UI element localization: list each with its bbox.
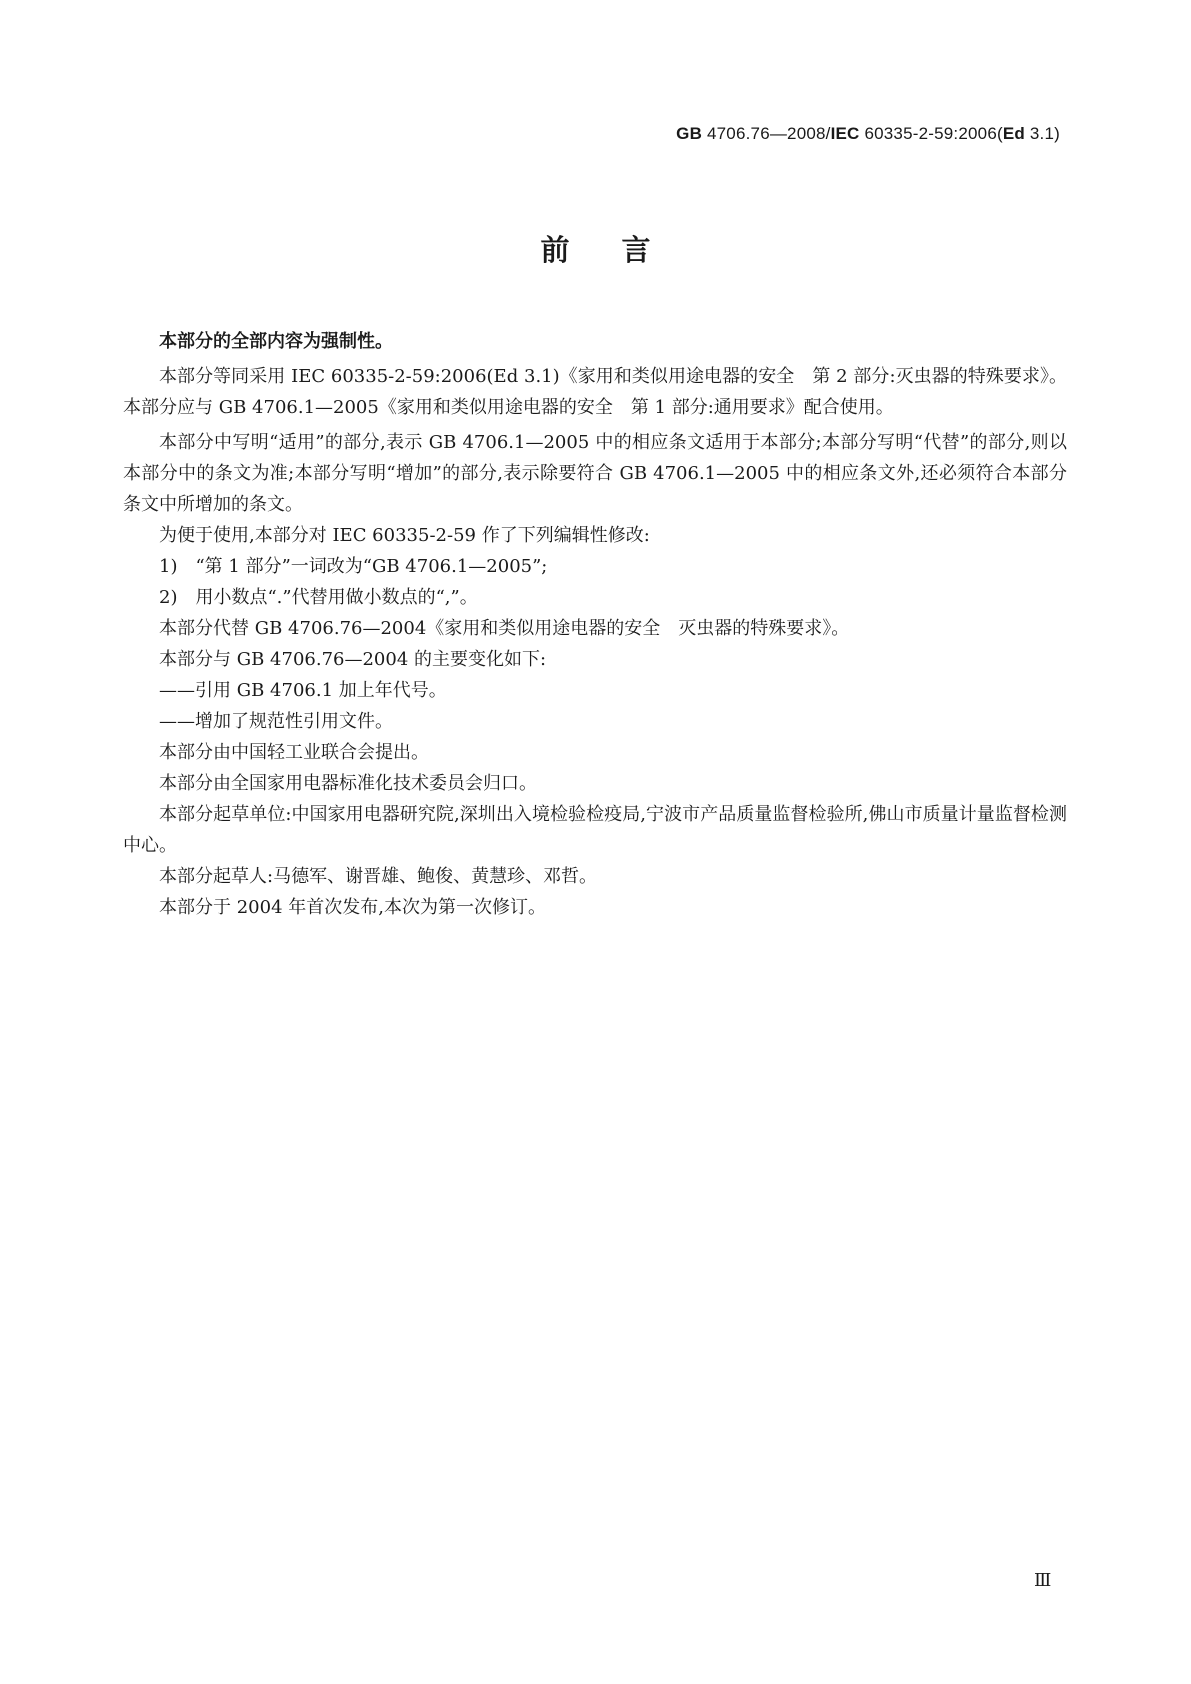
list-item: ——引用 GB 4706.1 加上年代号。 xyxy=(159,680,447,701)
document-code-part: GB xyxy=(676,124,703,143)
document-code-part: 4706.76—2008/ xyxy=(702,124,831,143)
paragraph-adoption: 本部分等同采用 IEC 60335-2-59:2006(Ed 3.1)《家用和类似用途电器的安全 第 2 部分:灭虫器的特殊要求》。本部分应与 GB 4706.1—2005《家用和类似用途电器的安全 第 1 部分:通用要求》配合使用。 xyxy=(123,366,1067,418)
document-code-part: 3.1) xyxy=(1024,124,1060,143)
foreword-body xyxy=(123,326,1067,923)
paragraph-centralized-by: 本部分由全国家用电器标准化技术委员会归口。 xyxy=(159,773,537,794)
list-item: ——增加了规范性引用文件。 xyxy=(159,711,393,732)
document-code xyxy=(676,124,1060,144)
paragraph-publication-history: 本部分于 2004 年首次发布,本次为第一次修订。 xyxy=(159,897,546,918)
mandatory-statement: 本部分的全部内容为强制性。 xyxy=(159,331,393,352)
list-item: 2) 用小数点“.”代替用做小数点的“,”。 xyxy=(159,587,478,608)
document-code-part: Ed xyxy=(1002,124,1025,143)
document-code-part: IEC xyxy=(830,124,860,143)
page-title: 前言 xyxy=(540,233,703,267)
paragraph-drafters: 本部分起草人:马德军、谢晋雄、鲍俊、黄慧珍、邓哲。 xyxy=(159,866,598,887)
paragraph-replaces: 本部分代替 GB 4706.76—2004《家用和类似用途电器的安全 灭虫器的特殊要求》。 xyxy=(159,618,850,639)
paragraph-main-changes: 本部分与 GB 4706.76—2004 的主要变化如下: xyxy=(159,649,547,670)
list-item: 1) “第 1 部分”一词改为“GB 4706.1—2005”; xyxy=(159,556,548,577)
paragraph-drafting-units: 本部分起草单位:中国家用电器研究院,深圳出入境检验检疫局,宁波市产品质量监督检验所,佛山市质量计量监督检测中心。 xyxy=(123,804,1067,856)
document-code-part: 60335-2-59:2006( xyxy=(859,124,1003,143)
paragraph-applicability: 本部分中写明“适用”的部分,表示 GB 4706.1—2005 中的相应条文适用于本部分;本部分写明“代替”的部分,则以本部分中的条文为准;本部分写明“增加”的部分,表示除要符合 GB 4706.1—2005 中的相应条文外,还必须符合本部分条文中所增加的条文。 xyxy=(123,432,1067,515)
paragraph-editorial-changes: 为便于使用,本部分对 IEC 60335-2-59 作了下列编辑性修改: xyxy=(159,525,650,546)
paragraph-proposed-by: 本部分由中国轻工业联合会提出。 xyxy=(159,742,429,763)
page-number: Ⅲ xyxy=(1034,1570,1052,1591)
